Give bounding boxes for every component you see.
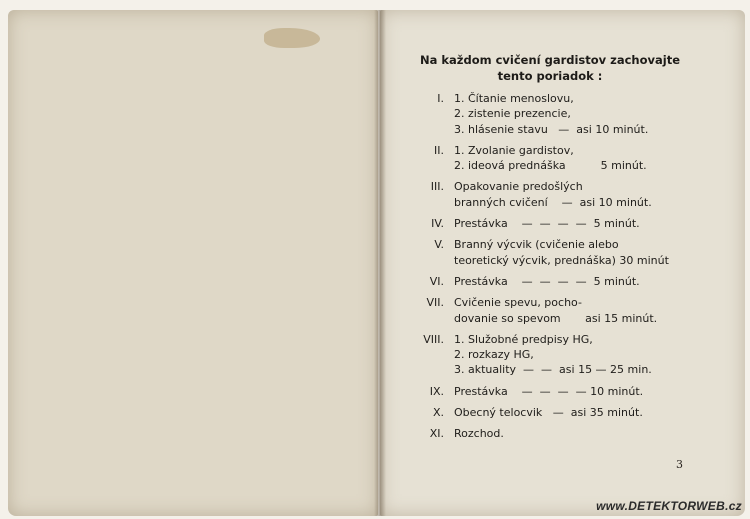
page-heading [400,52,700,84]
schedule-item [412,426,684,441]
schedule-list [412,91,684,448]
heading-line-2: tento poriadok : [497,69,603,83]
item-line: Cvičenie spevu, pocho- [454,296,582,310]
paper-stain [264,28,320,48]
item-text [454,405,684,420]
item-number: III. [430,180,444,194]
item-line: teoretický výcvik, prednáška) 30 minút [454,253,669,267]
schedule-item [412,143,684,174]
item-line: branných cvičení — asi 10 minút. [454,195,652,209]
item-line: 1. Zvolanie gardistov, [454,143,574,157]
item-text [454,91,684,137]
item-number: XI. [429,427,444,441]
schedule-item [412,405,684,420]
item-line: Prestávka — — — — 5 minút. [454,217,640,231]
item-line: 2. rozkazy HG, [454,348,534,362]
schedule-item [412,332,684,378]
schedule-item [412,216,684,231]
schedule-item [412,295,684,326]
page-number: 3 [676,458,683,471]
item-text [454,143,684,174]
item-number: II. [434,143,444,157]
item-number: IV. [431,217,444,231]
item-line: 2. zistenie prezencie, [454,107,571,121]
item-line: 1. Čítanie menoslovu, [454,92,574,105]
item-line: Branný výcvik (cvičenie alebo [454,238,619,252]
item-number: V. [434,238,444,252]
item-line: 2. ideová prednáška 5 minút. [454,159,647,173]
item-line: dovanie so spevom asi 15 minút. [454,311,658,325]
watermark: www.DETEKTORWEB.cz [596,499,742,513]
book-gutter [374,10,386,516]
item-text [454,216,684,231]
item-text [454,426,684,441]
schedule-item [412,274,684,289]
schedule-item [412,384,684,399]
schedule-item [412,237,684,268]
item-text [454,237,684,268]
left-page [8,10,378,516]
item-line: Rozchod. [454,427,504,441]
item-number: VI. [429,274,444,288]
item-number: X. [432,406,444,420]
item-line: Prestávka — — — — 10 minút. [454,384,644,398]
item-number: IX. [429,384,444,398]
item-text [454,295,684,326]
item-line: 1. Služobné predpisy HG, [454,332,593,346]
item-text [454,384,684,399]
item-line: 3. aktuality — — asi 15 — 25 min. [454,363,652,377]
item-text [454,179,684,210]
item-text [454,274,684,289]
heading-line-1: Na každom cvičení gardistov zachovajte [419,53,681,67]
item-line: Prestávka — — — — 5 minút. [454,274,640,288]
item-text [454,332,684,378]
item-line: 3. hlásenie stavu — asi 10 minút. [454,122,649,136]
item-line: Obecný telocvik — asi 35 minút. [454,406,643,420]
item-number: VIII. [423,332,444,346]
schedule-item [412,91,684,137]
item-number: VII. [426,296,444,310]
item-line: Opakovanie predošlých [454,180,583,194]
item-number: I. [437,92,444,105]
schedule-item [412,179,684,210]
